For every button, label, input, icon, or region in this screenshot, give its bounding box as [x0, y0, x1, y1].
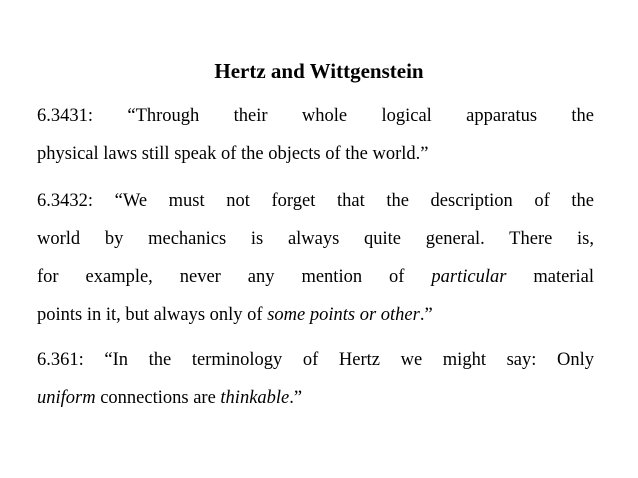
quote-6-361-emphasis-uniform: uniform [37, 388, 96, 408]
quote-6-361-line-2 [37, 379, 594, 417]
quote-6-3432-line-3-text-b: material [506, 267, 594, 287]
quote-6-3432-emphasis-some-points: some points or other [267, 305, 420, 325]
quote-6-3431-line-1: 6.3431: “Through their whole logical apparatus the [37, 106, 594, 126]
quote-6-3432-line-2: world by mechanics is always quite general. There is, [37, 229, 594, 249]
slide-title: Hertz and Wittgenstein [214, 59, 424, 83]
quote-6-361 [37, 341, 594, 417]
quote-6-3432-line-3-text-a: for example, never any mention of [37, 267, 432, 287]
quote-6-3432-line-4-text-b: .” [419, 305, 433, 325]
quote-6-3432-line-4 [37, 296, 594, 334]
quote-6-361-line-2-text-b: .” [289, 388, 303, 408]
quote-6-3431 [37, 97, 594, 173]
quote-6-3432-line-3 [37, 258, 594, 296]
quote-6-361-line-1: 6.361: “In the terminology of Hertz we might say: Only [37, 350, 594, 370]
quote-6-3432-line-4-text-a: points in it, but always only of [37, 305, 268, 325]
quote-6-3431-line-2: physical laws still speak of the objects of the world.” [37, 144, 429, 164]
quote-6-361-line-2-text-a: connections are [95, 388, 221, 408]
quote-6-3432-emphasis-particular: particular [431, 267, 507, 287]
quote-6-361-emphasis-thinkable: thinkable [220, 388, 290, 408]
quote-6-3432-line-1: 6.3432: “We must not forget that the description of the [37, 191, 594, 211]
quote-6-3432 [37, 182, 594, 334]
